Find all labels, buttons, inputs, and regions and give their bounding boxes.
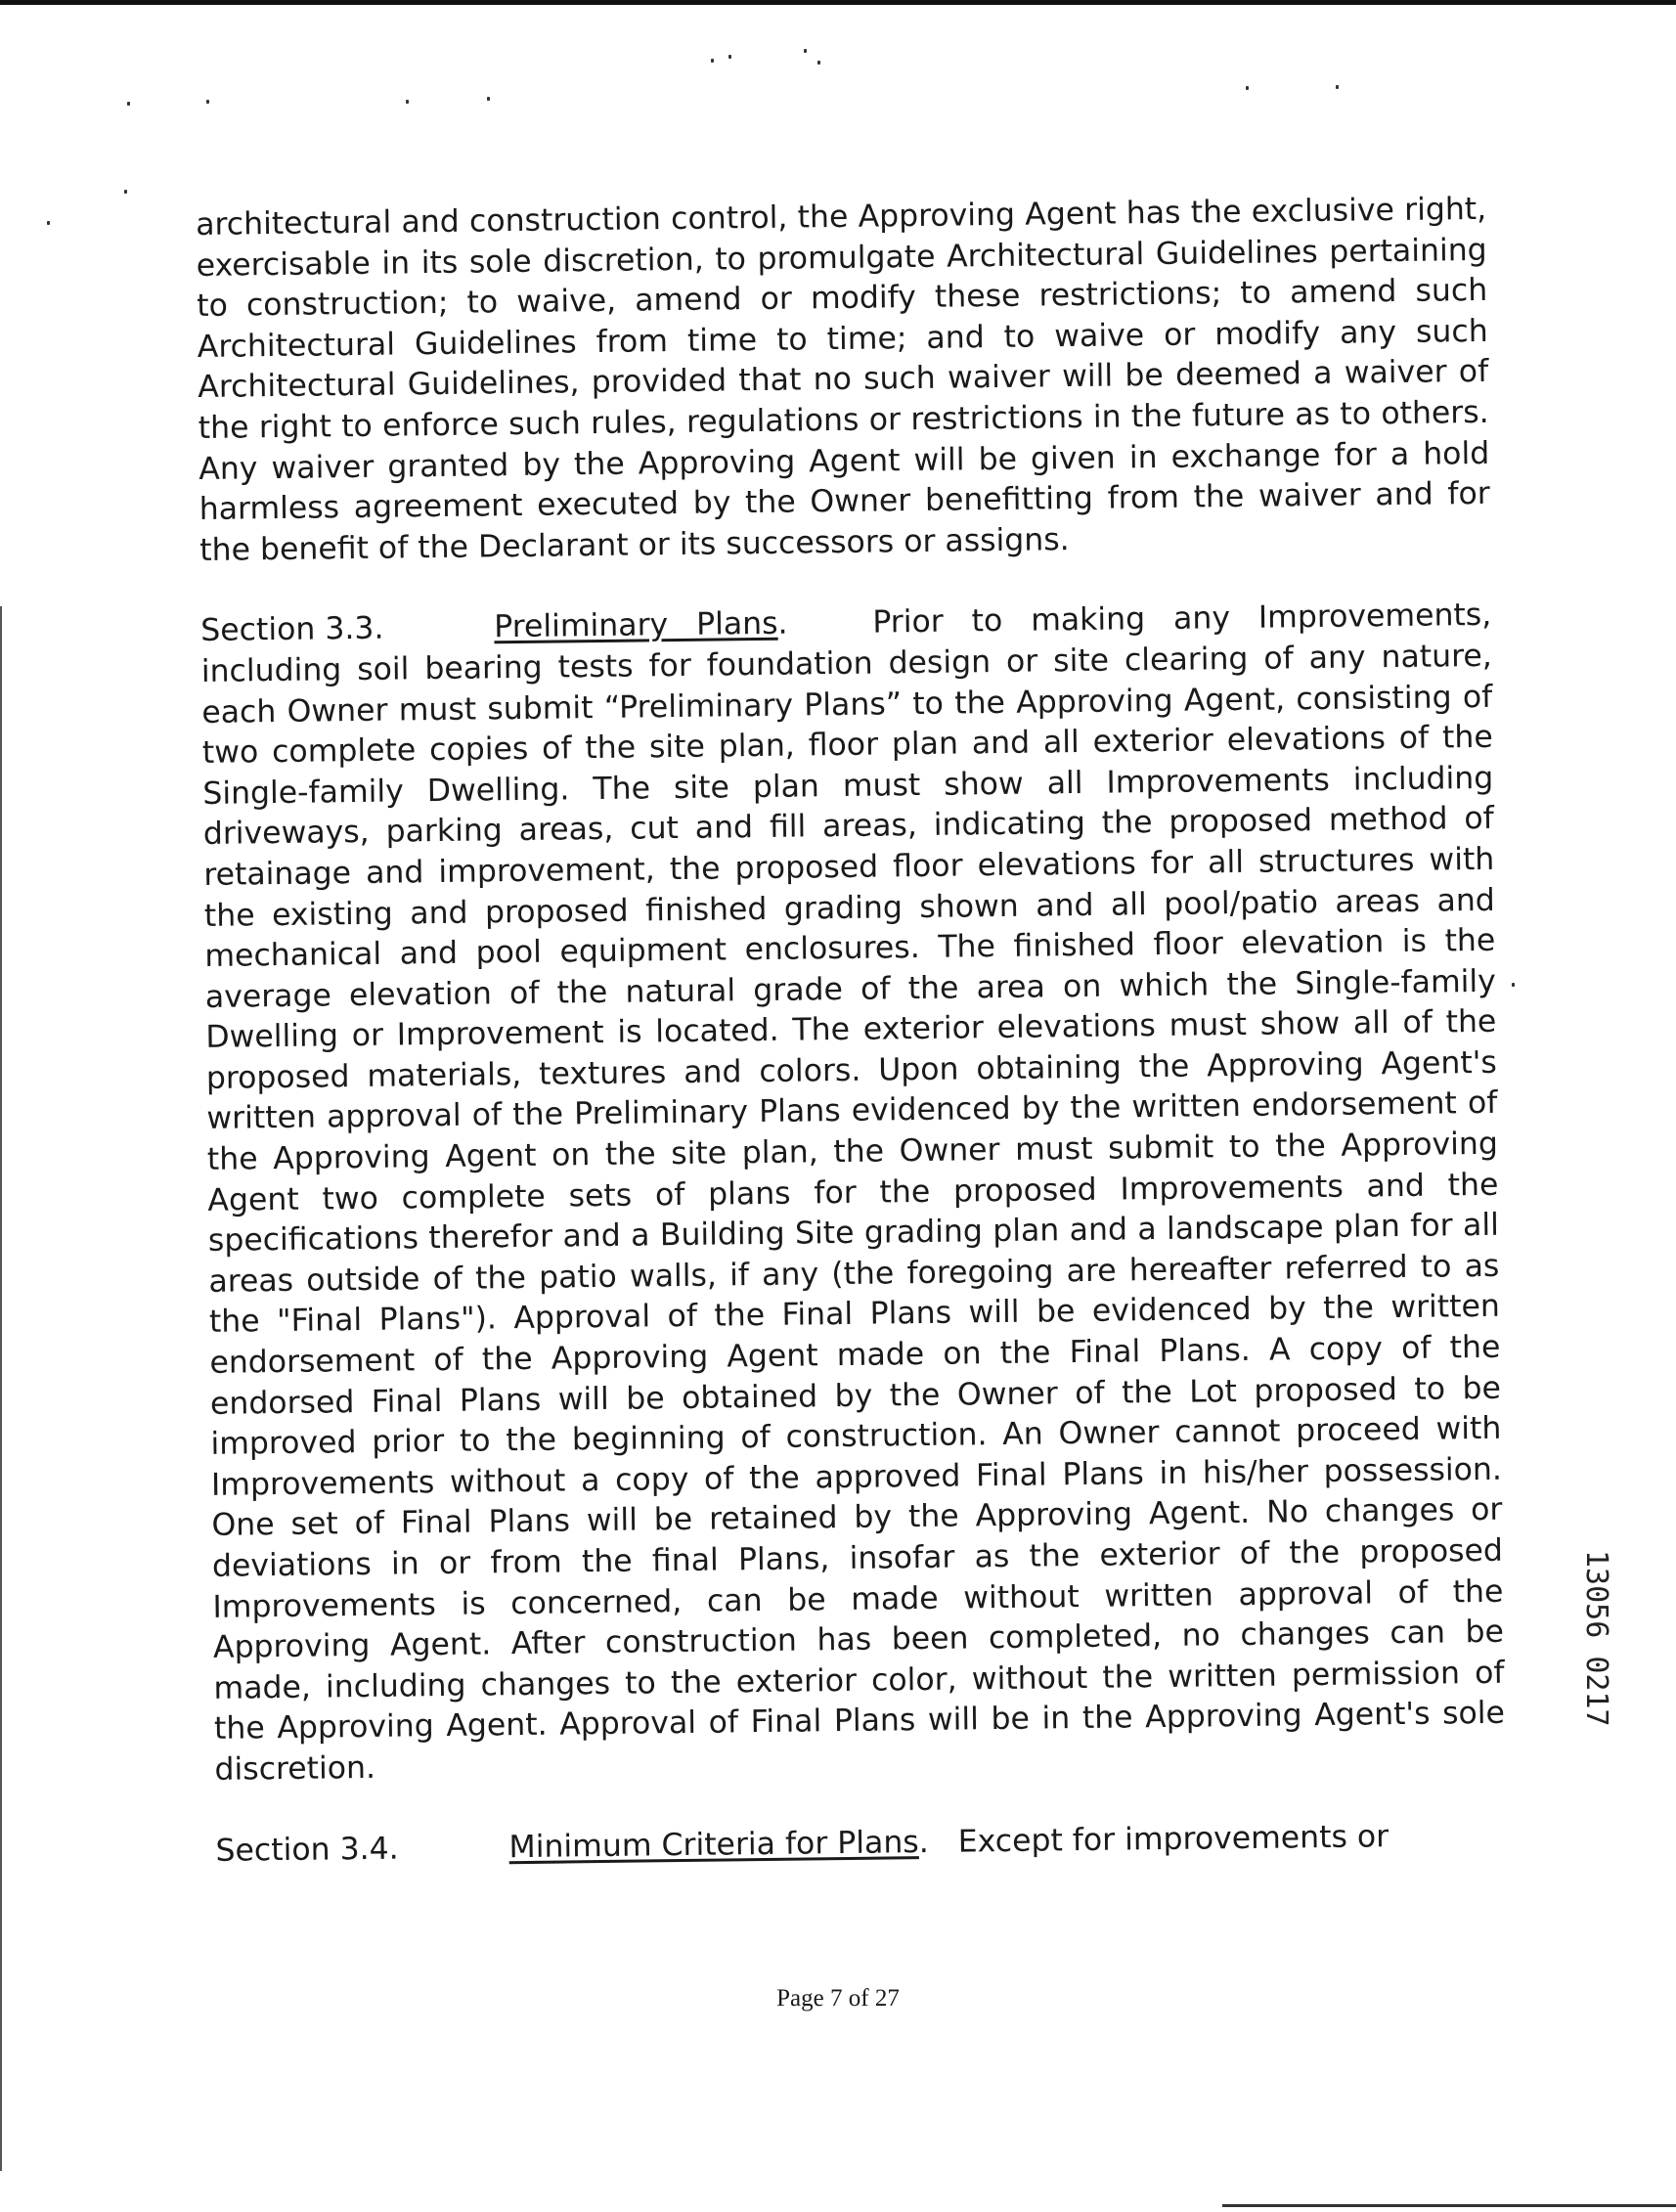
section-3-3-heading: Preliminary Plans (494, 606, 778, 645)
section-3-4-body: Except for improvements or (957, 1818, 1389, 1860)
scan-bottom-mark (1222, 2204, 1676, 2207)
page-number: Page 7 of 27 (776, 1985, 900, 2012)
scan-speck (124, 190, 127, 194)
recording-stamp: 13056 0217 (1579, 1550, 1613, 1727)
scan-speck (1512, 983, 1515, 987)
continuation-paragraph: architectural and construction control, the Approving Agent has the exclusive right, exercisable in its sole discretion, to promulgate Architectural Guidelines pertaining to construction; to waive, amend or modify these restrictions; to amend such Architectural Guidelines from time to time; and to waive or modify any such Architectural Guidelines, provided that no such waiver will be deemed a waiver of the right to enforce such rules, regulations or restrictions in the future as to others. Any waiver granted by the Approving Agent will be given in exchange for a hold harmless agreement executed by the Owner benefitting from the waiver and for the benefit of the Declarant or its successors or assigns. (196, 191, 1490, 568)
scan-speck (206, 100, 209, 104)
scan-speck (711, 59, 714, 63)
section-3-4-number: Section 3.4. (215, 1831, 399, 1869)
scan-speck (487, 97, 490, 101)
section-3-4-heading-punct: . (918, 1824, 929, 1860)
scan-speck (1336, 85, 1339, 89)
scan-speck (1246, 86, 1249, 90)
scan-left-edge (0, 606, 2, 2171)
section-3-3-number: Section 3.3. (200, 611, 384, 649)
section-3-3-paragraph (200, 596, 1506, 1791)
section-3-4-heading: Minimum Criteria for Plans (508, 1824, 919, 1865)
scan-speck (728, 55, 731, 59)
scan-top-border (0, 0, 1676, 5)
document-body (196, 190, 1507, 1872)
page-footer (0, 1985, 1676, 2013)
scan-speck (817, 61, 820, 65)
scan-speck (406, 100, 409, 104)
section-3-3-heading-punct: . (777, 605, 788, 642)
scan-speck (47, 221, 50, 225)
section-3-3-body: Prior to making any Improvements, including soil bearing tests for foundation design or site clearing of any nature, each Owner must submit “Preliminary Plans” to the Approving Agent, consisting of two complete copies of the site plan, floor plan and all exterior elevations of the Single-family Dwelling. The site plan must show all Improvements including driveways, parking areas, cut and fill areas, indicating the proposed method of retainage and improvement, the proposed floor elevations for all structures with the existing and proposed finished grading shown and all pool/patio areas and mechanical and pool equipment enclosures. The finished floor elevation is the average elevation of the natural grade of the area on which the Single-family Dwelling or Improvement is located. The exterior elevations must show all of the proposed materials, textures and colors. Upon obtaining the Approving Agent's written approval of the Preliminary Plans evidenced by the written endorsement of the Approving Agent on the site plan, the Owner must submit to the Approving Agent two complete sets of plans for the proposed Improvements and the specifications therefor and a Building Site grading plan and a landscape plan for all areas outside of the patio walls, if any (the foregoing are hereafter referred to as the "Final Plans"). Approval of the Final Plans will be evidenced by the written endorsement of the Approving Agent made on the Final Plans. A copy of the endorsed Final Plans will be obtained by the Owner of the Lot proposed to be improved prior to the beginning of construction. An Owner cannot proceed with Improvements without a copy of the approved Final Plans in his/her possession. One set of Final Plans will be retained by the Approving Agent. No changes or deviations in or from the final Plans, insofar as the exterior of the proposed Improvements is concerned, can be made without written approval of the Approving Agent. After construction has been completed, no changes can be made, including changes to the exterior color, without the written permission of the Approving Agent. Approval of Final Plans will be in the Approving Agent's sole discretion. (200, 597, 1506, 1788)
recording-stamp-area (1579, 1550, 1625, 1843)
scan-speck (127, 102, 130, 106)
scan-speck (804, 49, 807, 53)
